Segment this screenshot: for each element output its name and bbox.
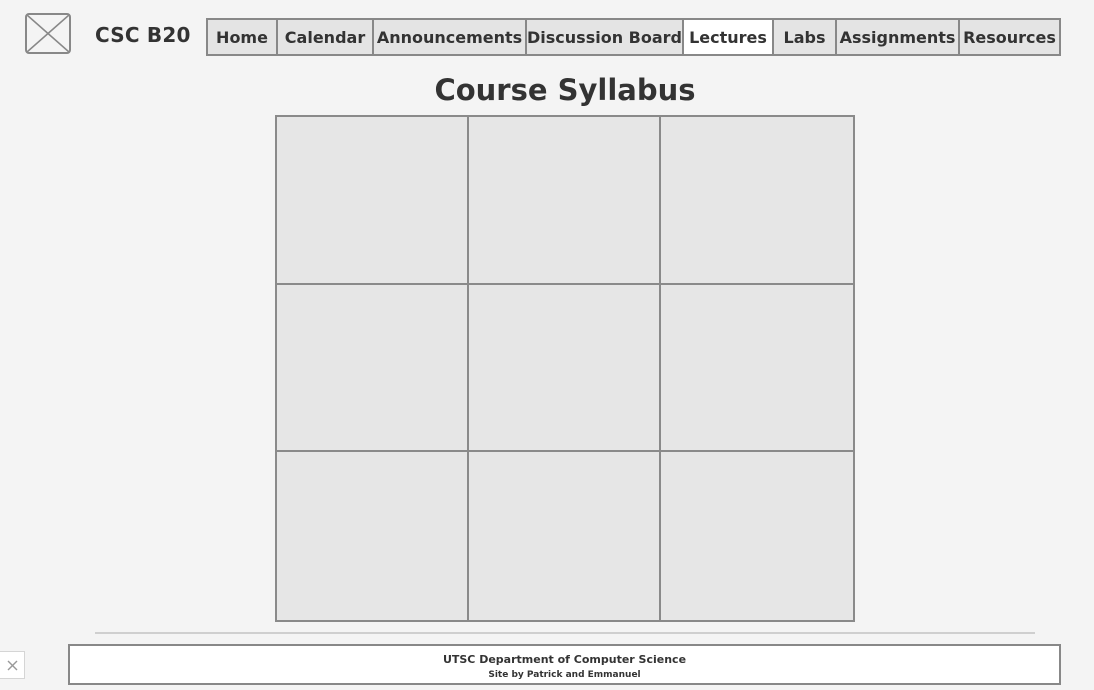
nav-item-calendar[interactable]: Calendar bbox=[278, 20, 374, 54]
syllabus-cell bbox=[661, 285, 853, 453]
footer-credits: Site by Patrick and Emmanuel bbox=[488, 670, 641, 680]
syllabus-cell bbox=[277, 452, 469, 620]
syllabus-cell bbox=[277, 117, 469, 285]
footer-divider bbox=[95, 632, 1035, 634]
syllabus-cell bbox=[661, 117, 853, 285]
syllabus-cell bbox=[661, 452, 853, 620]
nav-item-announcements[interactable]: Announcements bbox=[374, 20, 527, 54]
main-nav bbox=[206, 18, 1061, 56]
syllabus-cell bbox=[277, 285, 469, 453]
syllabus-cell bbox=[469, 452, 661, 620]
close-icon bbox=[7, 660, 18, 671]
close-button[interactable] bbox=[0, 651, 25, 679]
nav-item-resources[interactable]: Resources bbox=[960, 20, 1059, 54]
page-title: Course Syllabus bbox=[434, 73, 696, 107]
footer-department: UTSC Department of Computer Science bbox=[442, 653, 687, 666]
footer bbox=[68, 644, 1061, 685]
syllabus-cell bbox=[469, 285, 661, 453]
logo-placeholder-icon bbox=[25, 13, 71, 54]
nav-item-lectures[interactable]: Lectures bbox=[684, 20, 774, 54]
nav-item-discussion-board[interactable]: Discussion Board bbox=[527, 20, 684, 54]
syllabus-grid bbox=[275, 115, 855, 622]
syllabus-cell bbox=[469, 117, 661, 285]
nav-item-home[interactable]: Home bbox=[208, 20, 278, 54]
nav-item-assignments[interactable]: Assignments bbox=[837, 20, 960, 54]
nav-item-labs[interactable]: Labs bbox=[774, 20, 837, 54]
site-title[interactable]: CSC B20 bbox=[95, 23, 191, 47]
